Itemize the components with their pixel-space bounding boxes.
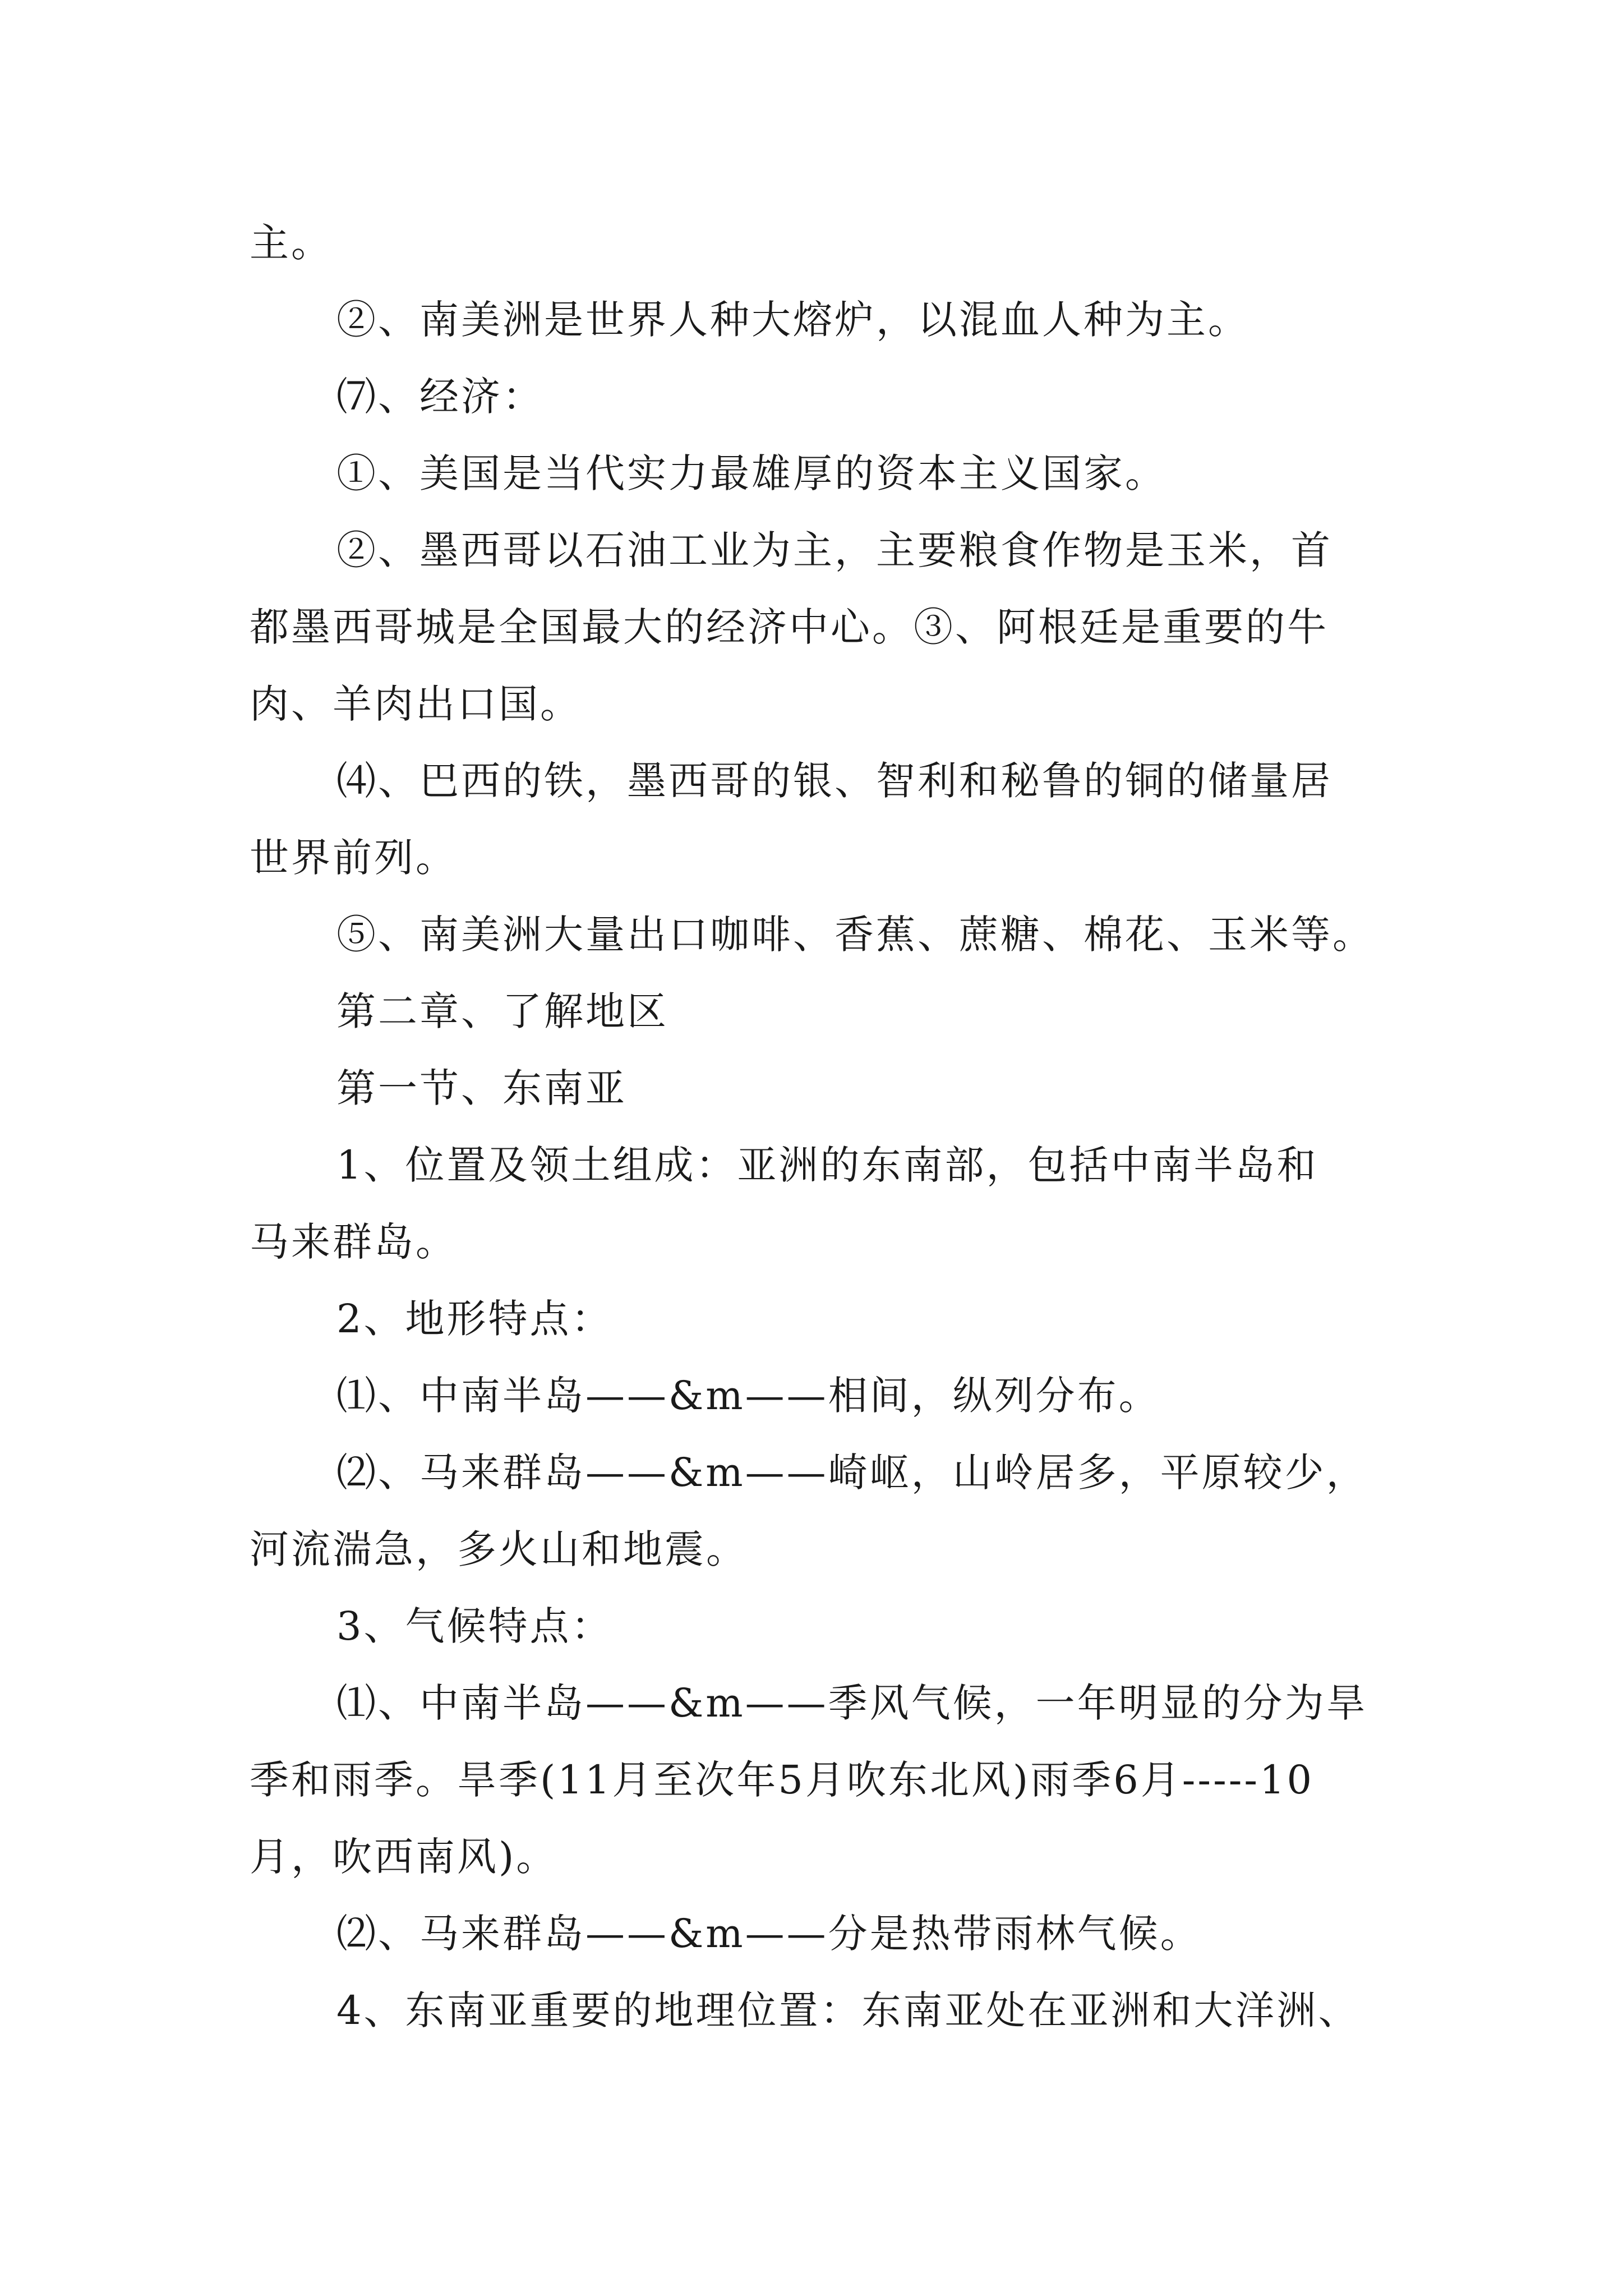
text-line: 河流湍急，多火山和地震。 [250,1526,748,1572]
text-line: 马来群岛。 [250,1219,457,1265]
text-line: ⑴、中南半岛——&m——相间，纵列分布。 [336,1373,1160,1419]
text-line: ⑷、巴西的铁，墨西哥的银、智利和秘鲁的铜的储量居 [336,758,1332,804]
text-line: ⑤、南美洲大量出口咖啡、香蕉、蔗糖、棉花、玉米等。 [336,912,1374,958]
text-line: ⑴、中南半岛——&m——季风气候，一年明显的分为旱 [336,1680,1368,1726]
text-line: 4、东南亚重要的地理位置：东南亚处在亚洲和大洋洲、 [336,1987,1360,2033]
text-line: ②、南美洲是世界人种大熔炉，以混血人种为主。 [336,297,1249,343]
text-line: 主。 [250,220,333,266]
text-line: 月，吹西南风)。 [250,1834,558,1880]
text-line: ⑺、经济： [336,374,544,420]
text-line: 3、气候特点： [336,1603,613,1649]
text-line: ⑵、马来群岛——&m——分是热带雨林气候。 [336,1911,1202,1957]
chapter-heading: 第二章、了解地区 [336,988,668,1034]
text-line: 季和雨季。旱季(11月至次年5月吹东北风)雨季6月-----10 [250,1757,1315,1803]
section-heading: 第一节、东南亚 [336,1065,627,1111]
text-line: 肉、羊肉出口国。 [250,681,582,727]
text-line: 世界前列。 [250,835,457,881]
text-line: ①、美国是当代实力最雄厚的资本主义国家。 [336,450,1166,496]
text-line: ⑵、马来群岛——&m——崎岖，山岭居多，平原较少， [336,1450,1368,1496]
text-line: 都墨西哥城是全国最大的经济中心。③、阿根廷是重要的牛 [250,604,1329,650]
text-line: 1、位置及领土组成：亚洲的东南部，包括中南半岛和 [336,1142,1318,1188]
text-line: ②、墨西哥以石油工业为主，主要粮食作物是玉米，首 [336,527,1332,573]
text-line: 2、地形特点： [336,1296,613,1342]
